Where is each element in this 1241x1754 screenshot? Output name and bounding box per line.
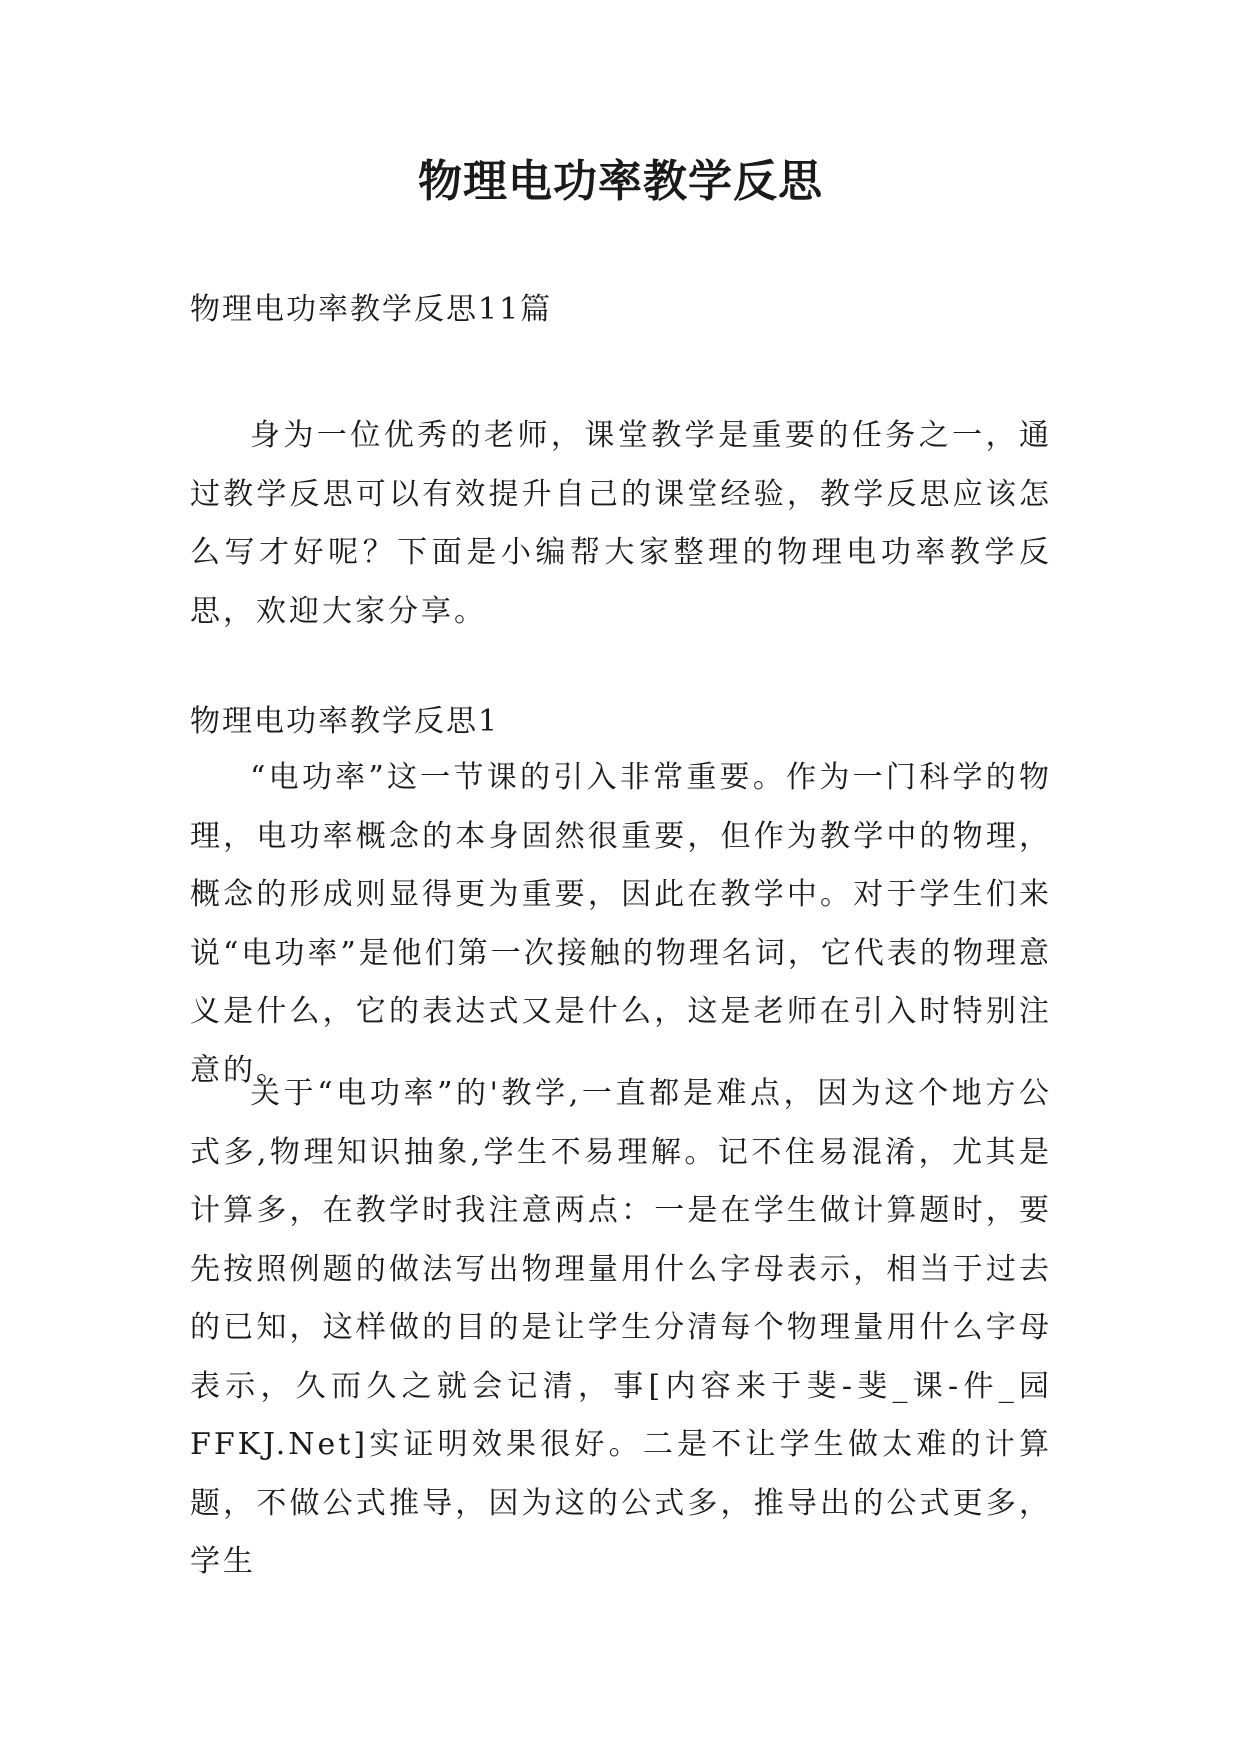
- body-paragraph-2: 关于“电功率”的'教学,一直都是难点，因为这个地方公式多,物理知识抽象,学生不易理解。记不住易混淆，尤其是计算多，在教学时我注意两点：一是在学生做计算题时，要先按照例题的做法写出物理量用什么字母表示，相当于过去的已知，这样做的目的是让学生分清每个物理量用什么字母表示，久而久之就会记清，事[内容来于斐-斐_课-件_园FFKJ.Net]实证明效果很好。二是不让学生做太难的计算题，不做公式推导，因为这的公式多，推导出的公式更多，学生: [190, 1076, 1052, 1579]
- body-paragraph-1: “电功率”这一节课的引入非常重要。作为一门科学的物理，电功率概念的本身固然很重要，但作为教学中的物理，概念的形成则显得更为重要，因此在教学中。对于学生们来说“电功率”是他们第一次接触的物理名词，它代表的物理意义是什么，它的表达式又是什么，这是老师在引入时特别注意的。: [190, 760, 1052, 1088]
- section-heading: 物理电功率教学反思1: [190, 704, 500, 739]
- document-subtitle: 物理电功率教学反思11篇: [190, 292, 553, 327]
- document-title: 物理电功率教学反思: [418, 156, 823, 207]
- intro-paragraph: 身为一位优秀的老师，课堂教学是重要的任务之一，通过教学反思可以有效提升自己的课堂经验，教学反思应该怎么写才好呢？下面是小编帮大家整理的物理电功率教学反思，欢迎大家分享。: [190, 418, 1052, 629]
